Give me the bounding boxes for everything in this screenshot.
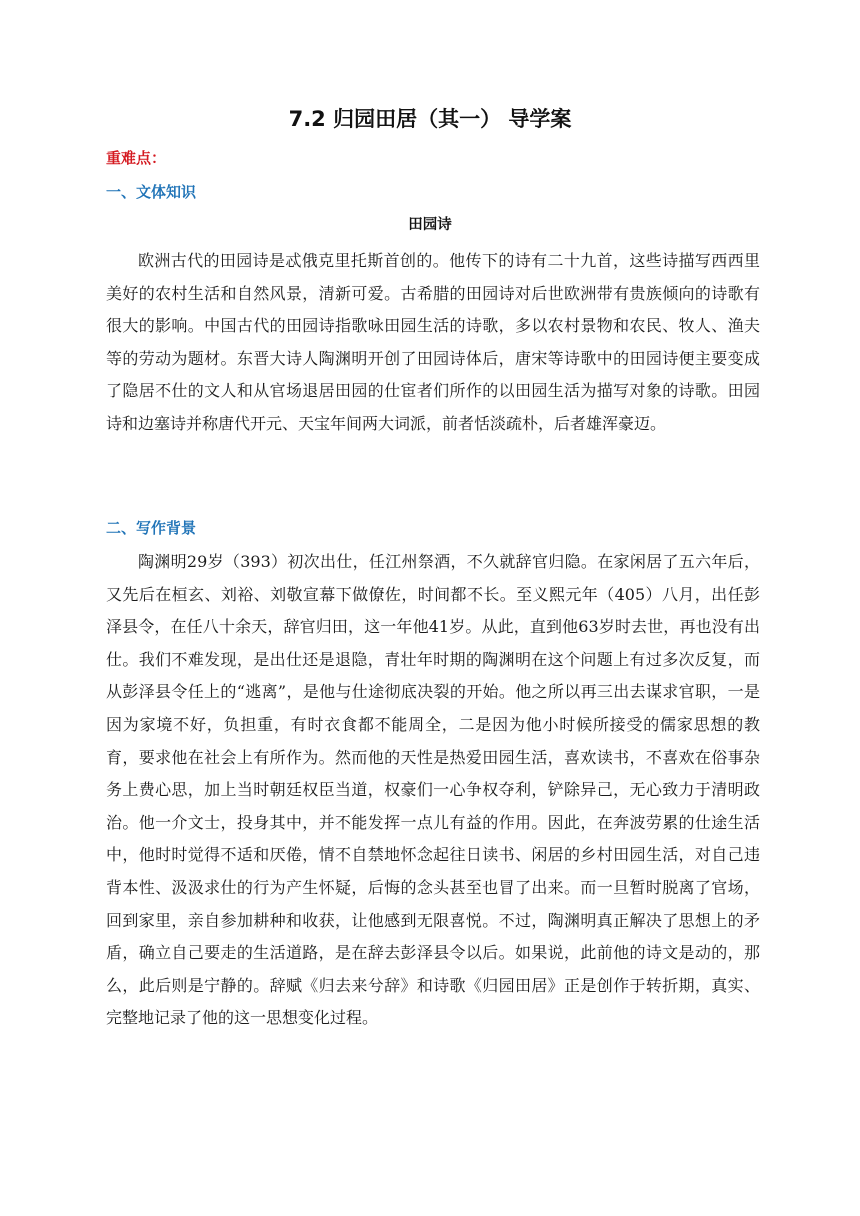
section-subtitle-pastoral-poetry: 田园诗 <box>408 217 452 233</box>
section-heading-genre: 一、文体知识 <box>106 183 197 201</box>
key-points-label: 重难点： <box>106 149 167 167</box>
genre-paragraph: 欧洲古代的田园诗是忒俄克里托斯首创的。他传下的诗有二十九首，这些诗描写西西里美好的农村生活和自然风景，清新可爱。古希腊的田园诗对后世欧洲带有贵族倾向的诗歌有很大的影响。中国古代的田园诗指歌咏田园生活的诗歌，多以农村景物和农民、牧人、渔夫等的劳动为题材。东晋大诗人陶渊明开创了田园诗体后，唐宋等诗歌中的田园诗便主要变成了隐居不仕的文人和从官场退居田园的仕宦者们所作的以田园生活为描写对象的诗歌。田园诗和边塞诗并称唐代开元、天宝年间两大词派，前者恬淡疏朴，后者雄浑豪迈。 <box>106 251 760 433</box>
section-heading-background: 二、写作背景 <box>106 519 197 537</box>
document-title: 7.2 归园田居（其一） 导学案 <box>288 107 572 131</box>
background-paragraph: 陶渊明29岁（393）初次出仕，任江州祭酒，不久就辞官归隐。在家闲居了五六年后，又先后在桓玄、刘裕、刘敬宣幕下做僚佐，时间都不长。至义熙元年（405）八月，出任彭泽县令，在任八十余天，辞官归田，这一年他41岁。从此，直到他63岁时去世，再也没有出仕。我们不难发现，是出仕还是退隐，青壮年时期的陶渊明在这个问题上有过多次反复，而从彭泽县令任上的“逃离”，是他与仕途彻底决裂的开始。他之所以再三出去谋求官职，一是因为家境不好，负担重，有时衣食都不能周全，二是因为他小时候所接受的儒家思想的教育，要求他在社会上有所作为。然而他的天性是热爱田园生活，喜欢读书，不喜欢在俗事杂务上费心思，加上当时朝廷权臣当道，权豪们一心争权夺利，铲除异己，无心致力于清明政治。他一介文士，投身其中，并不能发挥一点儿有益的作用。因此，在奔波劳累的仕途生活中，他时时觉得不适和厌倦，情不自禁地怀念起往日读书、闲居的乡村田园生活，对自己违背本性、汲汲求仕的行为产生怀疑，后悔的念头甚至也冒了出来。而一旦暂时脱离了官场，回到家里，亲自参加耕种和收获，让他感到无限喜悦。不过，陶渊明真正解决了思想上的矛盾，确立自己要走的生活道路，是在辞去彭泽县令以后。如果说，此前他的诗文是动的，那么，此后则是宁静的。辞赋《归去来兮辞》和诗歌《归园田居》正是创作于转折期，真实、完整地记录了他的这一思想变化过程。 <box>106 552 760 1028</box>
